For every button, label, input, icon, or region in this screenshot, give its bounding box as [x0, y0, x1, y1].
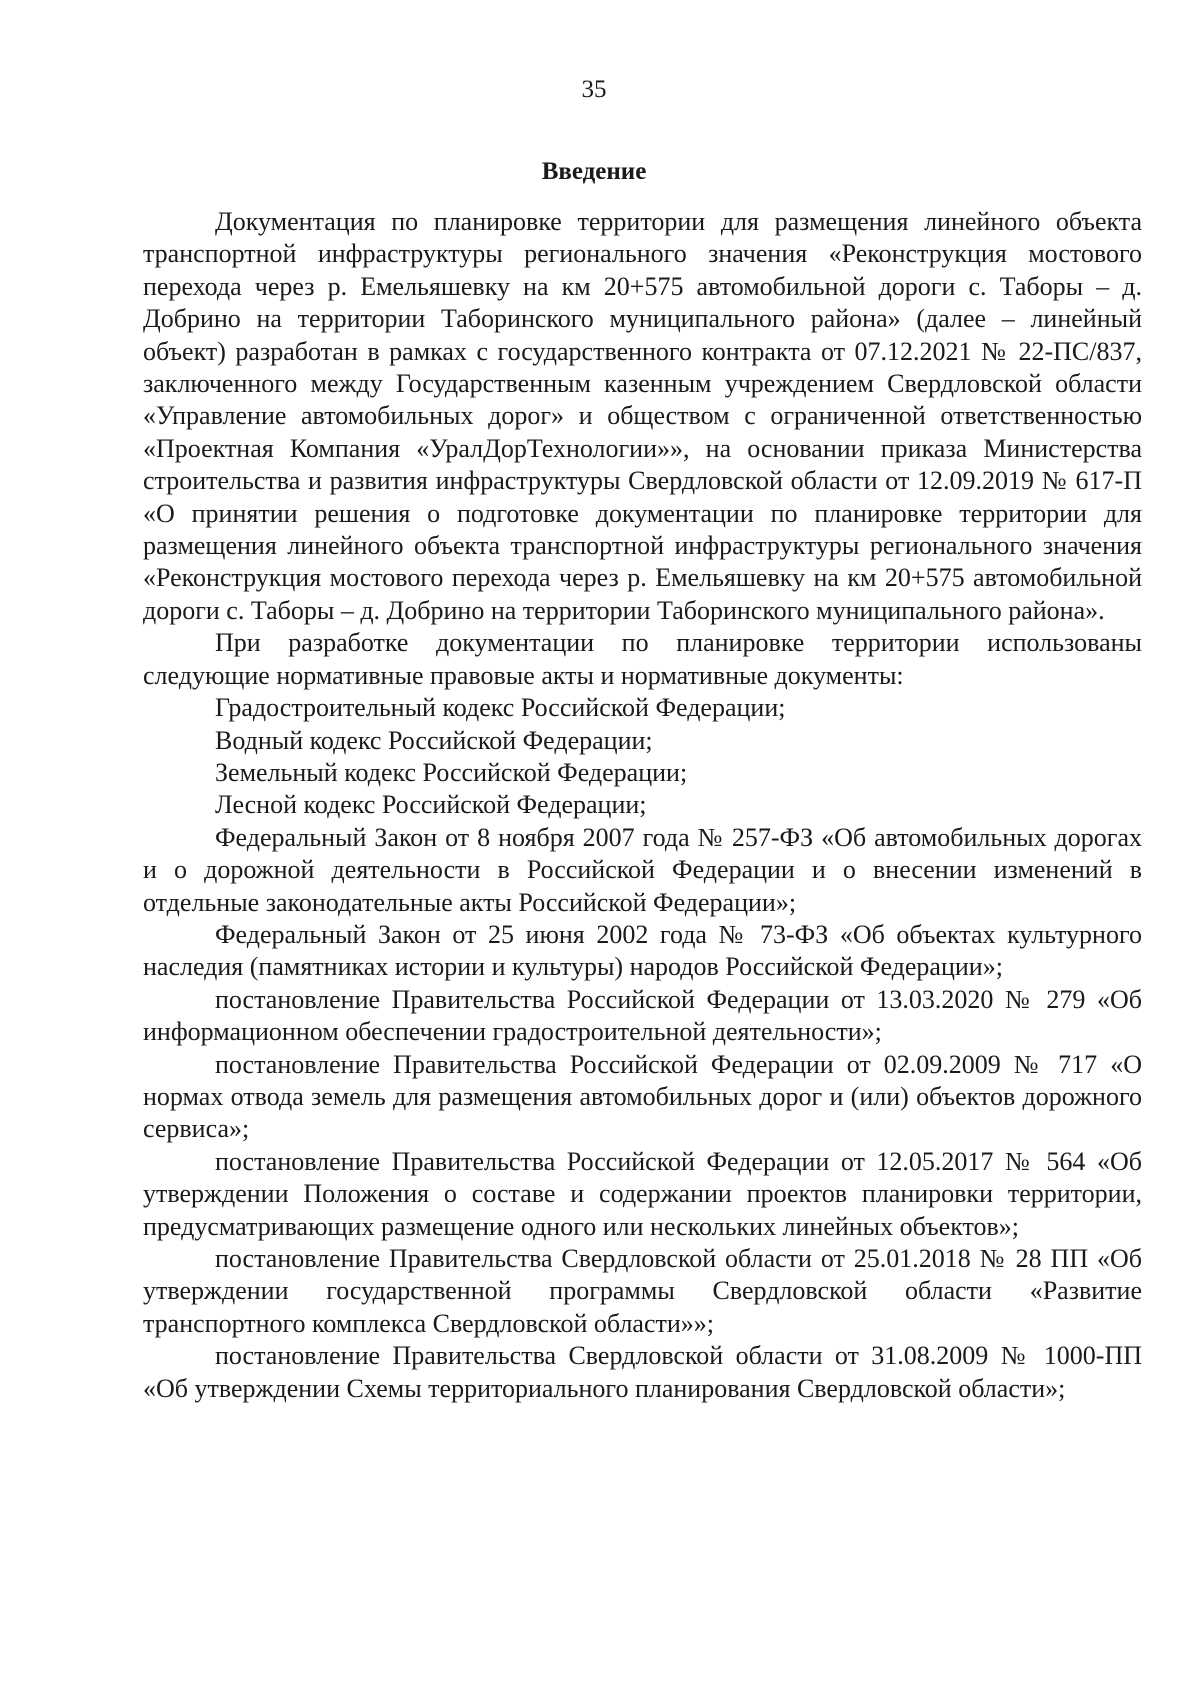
- paragraph: Документация по планировке территории для размещения линейного объекта транспортной инфраструктуры регионального значения «Реконструкция мостового перехода через р. Емельяшевку на км 20+575 автомобильной дороги с. Таборы – д. Добрино на территории Таборинского муниципального района» (далее – линейный объект) разработан в рамках с государственного контракта от 07.12.2021 № 22-ПС/837, заключенного между Государственным казенным учреждением Свердловской области «Управление автомобильных дорог» и обществом с ограниченной ответственностью «Проектная Компания «УралДорТехнологии»», на основании приказа Министерства строительства и развития инфраструктуры Свердловской области от 12.09.2019 № 617-П «О принятии решения о подготовке документации по планировке территории для размещения линейного объекта транспортной инфраструктуры регионального значения «Реконструкция мостового перехода через р. Емельяшевку на км 20+575 автомобильной дороги с. Таборы – д. Добрино на территории Таборинского муниципального района».: [143, 207, 1142, 625]
- paragraph: При разработке документации по планировке территории использованы следующие нормативные правовые акты и нормативные документы:: [143, 628, 1142, 690]
- document-body: [143, 206, 1142, 1405]
- list-item: Федеральный Закон от 8 ноября 2007 года № 257-ФЗ «Об автомобильных дорогах и о дорожной деятельности в Российской Федерации и о внесении изменений в отдельные законодательные акты Российской Федерации»;: [143, 822, 1142, 917]
- list-item: постановление Правительства Российской Федерации от 12.05.2017 № 564 «Об утверждении Положения о составе и содержании проектов планировки территории, предусматривающих размещение одного или нескольких линейных объектов»;: [143, 1146, 1142, 1241]
- list-item: Лесной кодекс Российской Федерации;: [215, 790, 647, 820]
- list-item: Градостроительный кодекс Российской Федерации;: [215, 693, 786, 723]
- list-item: Федеральный Закон от 25 июня 2002 года № 73-ФЗ «Об объектах культурного наследия (памятниках истории и культуры) народов Российской Федерации»;: [143, 919, 1142, 982]
- list-item: Водный кодекс Российской Федерации;: [215, 725, 653, 755]
- list-item: постановление Правительства Свердловской области от 31.08.2009 № 1000-ПП «Об утверждении Схемы территориального планирования Свердловской области»;: [143, 1341, 1142, 1403]
- list-item: Земельный кодекс Российской Федерации;: [215, 757, 688, 787]
- section-title: Введение: [541, 158, 647, 185]
- page-number: 35: [581, 76, 607, 103]
- list-item: постановление Правительства Российской Федерации от 02.09.2009 № 717 «О нормах отвода земель для размещения автомобильных дорог и (или) объектов дорожного сервиса»;: [143, 1049, 1142, 1144]
- list-item: постановление Правительства Российской Федерации от 13.03.2020 № 279 «Об информационном обеспечении градостроительной деятельности»;: [143, 984, 1142, 1047]
- list-item: постановление Правительства Свердловской области от 25.01.2018 № 28 ПП «Об утверждении государственной программы Свердловской области «Развитие транспортного комплекса Свердловской области»»;: [143, 1244, 1142, 1338]
